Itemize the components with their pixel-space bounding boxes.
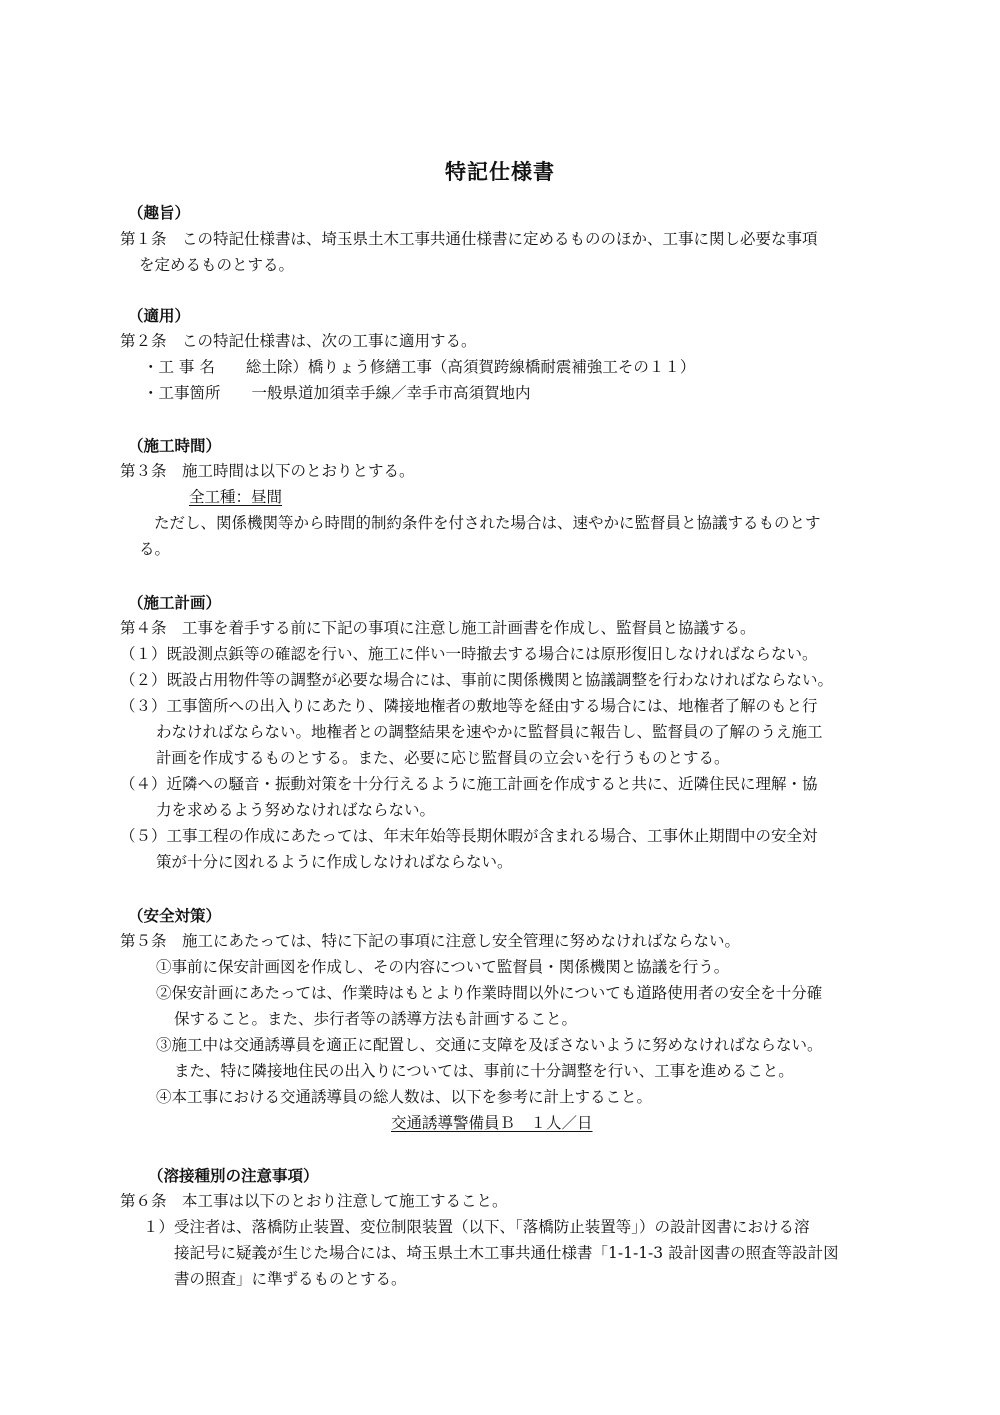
article-5-line-1: 第５条 施工にあたっては、特に下記の事項に注意し安全管理に努めなければならない。 (120, 932, 741, 950)
article-4-item-3-line-3: 計画を作成するものとする。また、必要に応じ監督員の立会いを行うものとする。 (156, 749, 730, 767)
project-name-line: ・工 事 名 総土除）橋りょう修繕工事（高須賀跨線橋耐震補強工その１１） (143, 358, 696, 376)
article-4-item-3-line-2: わなければならない。地権者との調整結果を速やかに監督員に報告し、監督員の了解のうえ施工 (156, 723, 823, 741)
article-4-item-1: （１）既設測点鋲等の確認を行い、施工に伴い一時撤去する場合には原形復旧しなければならない。 (120, 645, 818, 663)
section-heading-welding: （溶接種別の注意事項） (148, 1167, 319, 1185)
article-4-item-2: （２）既設占用物件等の調整が必要な場合には、事前に関係機関と協議調整を行わなければならない。 (120, 671, 834, 689)
project-location-line: ・工事箇所 一般県道加須幸手線／幸手市高須賀地内 (143, 384, 531, 402)
article-4-item-3-line-1: （３）工事箇所への出入りにあたり、隣接地権者の敷地等を経由する場合には、地権者了解のもと行 (120, 697, 818, 715)
article-5-item-4: ④本工事における交通誘導員の総人数は、以下を参考に計上すること。 (156, 1088, 653, 1106)
work-hours-value: 全工種：昼間 (189, 488, 283, 506)
article-4-item-5-line-2: 策が十分に図れるように作成しなければならない。 (156, 853, 513, 871)
article-5-item-2-line-2: 保すること。また、歩行者等の誘導方法も計画すること。 (174, 1010, 578, 1028)
article-6-line-1: 第６条 本工事は以下のとおり注意して施工すること。 (120, 1192, 508, 1210)
article-4-item-5-line-1: （５）工事工程の作成にあたっては、年末年始等長期休暇が含まれる場合、工事休止期間中の安全対 (120, 827, 818, 845)
article-4-item-4-line-2: 力を求めるよう努めなければならない。 (156, 801, 436, 819)
article-5-item-3-line-2: また、特に隣接地住民の出入りについては、事前に十分調整を行い、工事を進めること。 (174, 1062, 794, 1080)
article-1-line-2: を定めるものとする。 (139, 256, 295, 274)
section-heading-construction-plan: （施工計画） (128, 594, 222, 612)
article-4-line-1: 第４条 工事を着手する前に下記の事項に注意し施工計画書を作成し、監督員と協議する。 (120, 619, 756, 637)
article-1-line-1: 第１条 この特記仕様書は、埼玉県土木工事共通仕様書に定めるもののほか、工事に関し必要な事項 (120, 230, 818, 248)
article-5-item-2-line-1: ②保安計画にあたっては、作業時はもとより作業時間以外についても道路使用者の安全を十分確 (156, 984, 823, 1002)
article-6-item-1-line-3: 書の照査」に準ずるものとする。 (174, 1270, 407, 1288)
article-6-item-1-line-1: １）受注者は、落橋防止装置、変位制限装置（以下、「落橋防止装置等」）の設計図書における溶 (143, 1218, 810, 1236)
article-2-line-1: 第２条 この特記仕様書は、次の工事に適用する。 (120, 332, 477, 350)
article-5-item-3-line-1: ③施工中は交通誘導員を適正に配置し、交通に支障を及ぼさないように努めなければならない。 (156, 1036, 823, 1054)
document-title: 特記仕様書 (445, 160, 555, 184)
article-3-line-4: る。 (139, 540, 171, 558)
traffic-guard-count: 交通誘導警備員Ｂ １人／日 (391, 1114, 593, 1132)
article-3-line-3: ただし、関係機関等から時間的制約条件を付された場合は、速やかに監督員と協議するものとす (154, 514, 821, 532)
article-3-line-1: 第３条 施工時間は以下のとおりとする。 (120, 462, 415, 480)
article-6-item-1-line-2: 接記号に疑義が生じた場合には、埼玉県土木工事共通仕様書「1-1-1-3 設計図書の照査等設計図 (174, 1244, 839, 1262)
section-heading-application: （適用） (128, 307, 191, 325)
article-4-item-4-line-1: （４）近隣への騒音・振動対策を十分行えるように施工計画を作成すると共に、近隣住民に理解・協 (120, 775, 818, 793)
article-5-item-1: ①事前に保安計画図を作成し、その内容について監督員・関係機関と協議を行う。 (156, 958, 730, 976)
section-heading-safety: （安全対策） (128, 907, 222, 925)
section-heading-purpose: （趣旨） (128, 204, 191, 222)
section-heading-work-hours: （施工時間） (128, 437, 222, 455)
